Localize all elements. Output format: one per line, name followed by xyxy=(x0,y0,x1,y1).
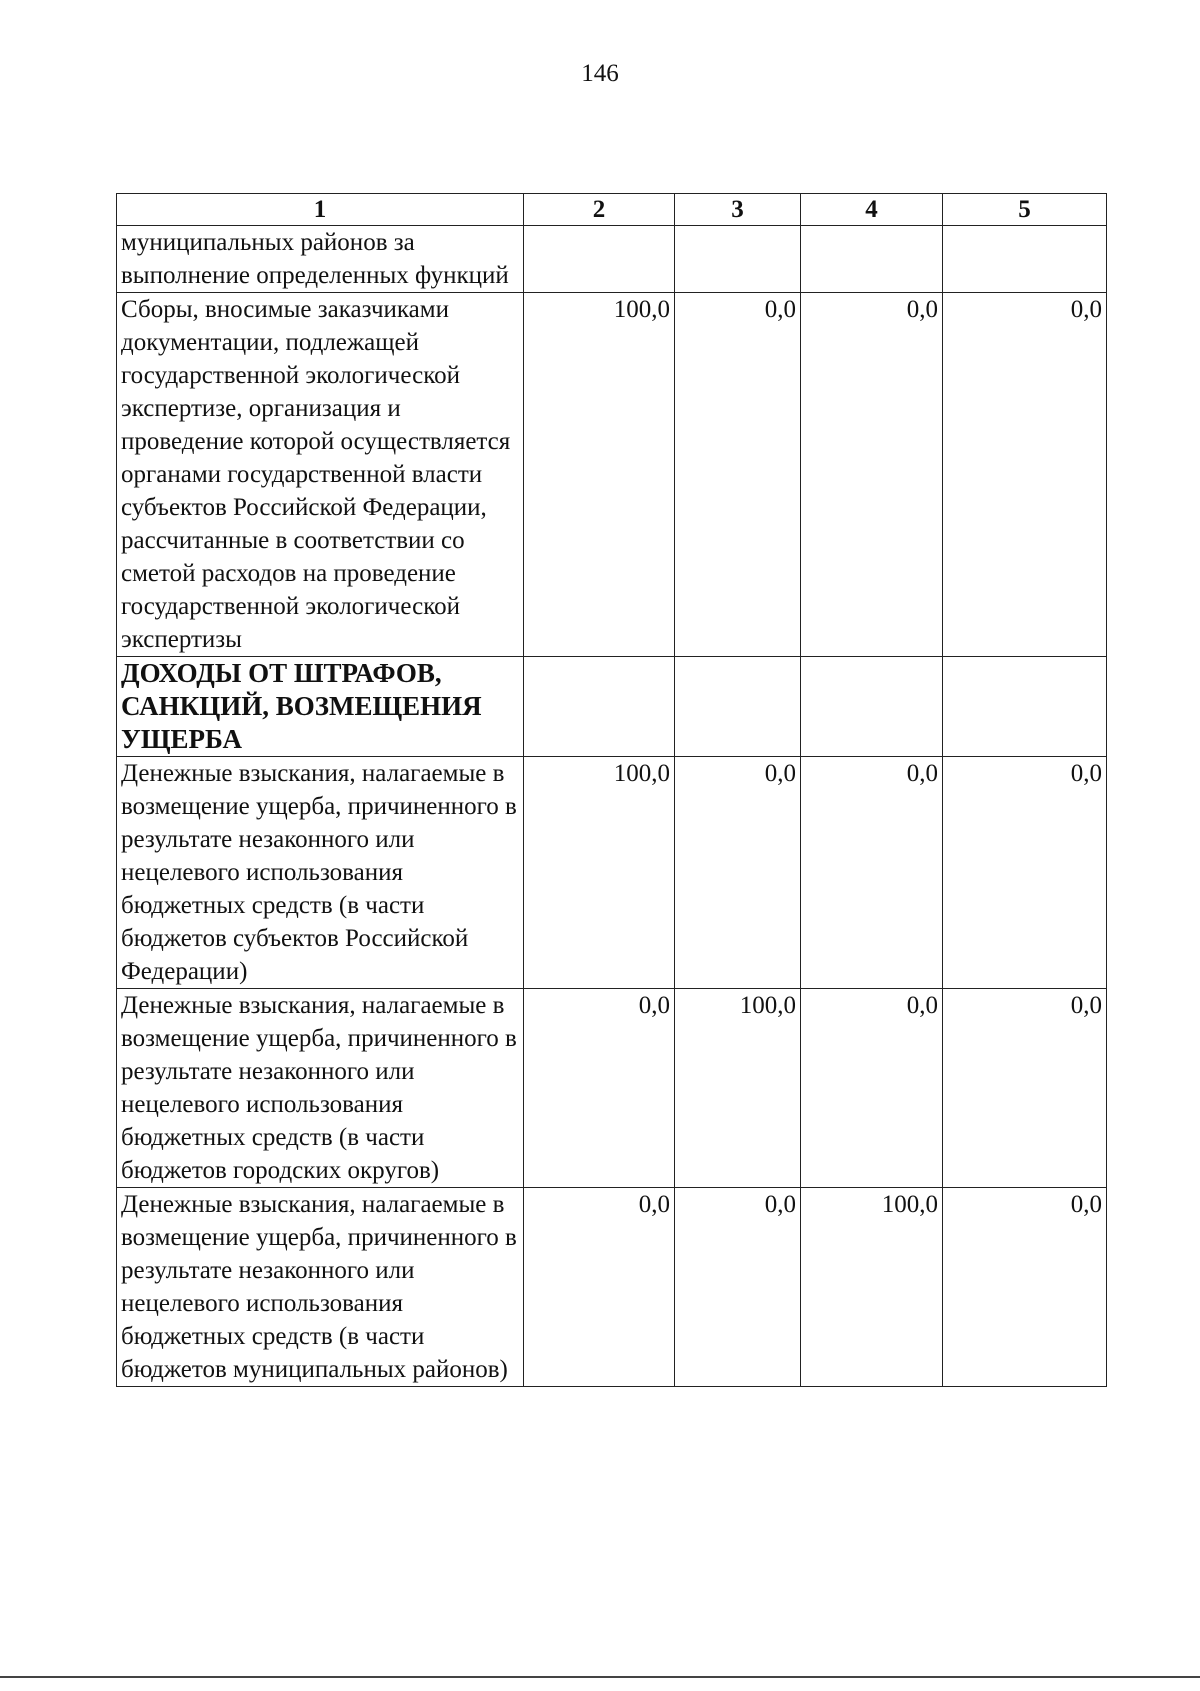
cell-value xyxy=(675,226,801,293)
cell-value: 0,0 xyxy=(943,989,1107,1188)
table-row xyxy=(117,757,1107,989)
cell-value: 0,0 xyxy=(801,293,943,657)
cell-value: 100,0 xyxy=(801,1188,943,1387)
column-header: 4 xyxy=(801,194,943,226)
cell-value: 0,0 xyxy=(524,989,675,1188)
cell-value: 0,0 xyxy=(801,757,943,989)
row-label: Денежные взыскания, налагаемые в возмещение ущерба, причиненного в результате незаконного или нецелевого использования бюджетных средств (в части бюджетов субъектов Российской Федерации) xyxy=(117,757,524,989)
cell-value: 100,0 xyxy=(524,757,675,989)
cell-value xyxy=(943,657,1107,757)
row-label: Сборы, вносимые заказчиками документации, подлежащей государственной экологической экспертизе, организация и проведение которой осуществляется органами государственной власти субъектов Российской Федерации, рассчитанные в соответствии со сметой расходов на проведение государственной экологической экспертизы xyxy=(117,293,524,657)
row-label: муниципальных районов за выполнение определенных функций xyxy=(117,226,524,293)
column-header: 1 xyxy=(117,194,524,226)
cell-value: 100,0 xyxy=(675,989,801,1188)
cell-value xyxy=(943,226,1107,293)
cell-value xyxy=(801,226,943,293)
cell-value: 0,0 xyxy=(801,989,943,1188)
row-label: Денежные взыскания, налагаемые в возмещение ущерба, причиненного в результате незаконного или нецелевого использования бюджетных средств (в части бюджетов городских округов) xyxy=(117,989,524,1188)
column-header: 3 xyxy=(675,194,801,226)
cell-value: 0,0 xyxy=(524,1188,675,1387)
section-row xyxy=(117,657,1107,757)
cell-value: 100,0 xyxy=(524,293,675,657)
section-title: ДОХОДЫ ОТ ШТРАФОВ, САНКЦИЙ, ВОЗМЕЩЕНИЯ УЩЕРБА xyxy=(117,657,524,757)
cell-value: 0,0 xyxy=(943,757,1107,989)
column-header: 5 xyxy=(943,194,1107,226)
cell-value xyxy=(675,657,801,757)
cell-value: 0,0 xyxy=(675,293,801,657)
bottom-rule xyxy=(0,1676,1200,1678)
page-number: 146 xyxy=(581,60,619,87)
table-row xyxy=(117,989,1107,1188)
cell-value: 0,0 xyxy=(943,1188,1107,1387)
revenue-distribution-table xyxy=(116,193,1107,1387)
column-header: 2 xyxy=(524,194,675,226)
cell-value xyxy=(524,226,675,293)
table-row xyxy=(117,226,1107,293)
table-row xyxy=(117,1188,1107,1387)
table-header-row xyxy=(117,194,1107,226)
row-label: Денежные взыскания, налагаемые в возмещение ущерба, причиненного в результате незаконного или нецелевого использования бюджетных средств (в части бюджетов муниципальных районов) xyxy=(117,1188,524,1387)
cell-value: 0,0 xyxy=(943,293,1107,657)
cell-value xyxy=(801,657,943,757)
cell-value: 0,0 xyxy=(675,757,801,989)
cell-value xyxy=(524,657,675,757)
table-row xyxy=(117,293,1107,657)
cell-value: 0,0 xyxy=(675,1188,801,1387)
